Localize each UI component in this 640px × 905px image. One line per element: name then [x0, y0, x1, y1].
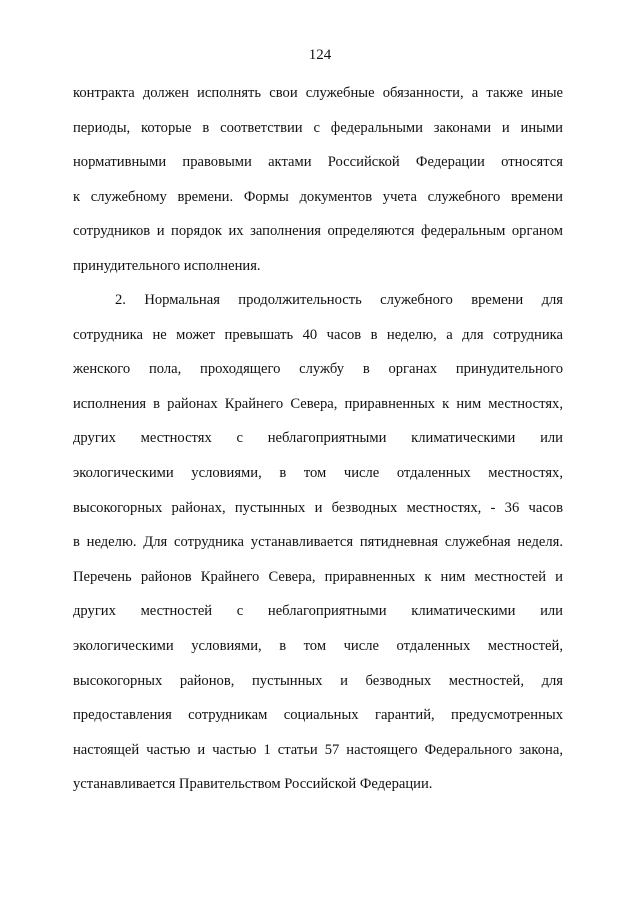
paragraph-line: Перечень районов Крайнего Севера, приравненных к ним местностей и	[73, 568, 563, 585]
paragraph-line: предоставления сотрудникам социальных гарантий, предусмотренных	[73, 707, 563, 724]
paragraph-line: настоящей частью и частью 1 статьи 57 настоящего Федерального закона,	[73, 741, 563, 758]
paragraph-line: сотрудников и порядок их заполнения определяются федеральным органом	[73, 223, 563, 240]
paragraph-line: других местностях с неблагоприятными климатическими или	[73, 430, 563, 447]
paragraph-line: экологическими условиями, в том числе отдаленных местностях,	[73, 464, 563, 481]
paragraph-line: сотрудника не может превышать 40 часов в неделю, а для сотрудника	[73, 326, 563, 343]
paragraph-line: принудительного исполнения.	[73, 257, 261, 274]
paragraph-line: высокогорных районах, пустынных и безводных местностях, - 36 часов	[73, 499, 563, 516]
paragraph-line: устанавливается Правительством Российской Федерации.	[73, 776, 433, 793]
paragraph-line: исполнения в районах Крайнего Севера, приравненных к ним местностях,	[73, 395, 563, 412]
paragraph-line: в неделю. Для сотрудника устанавливается пятидневная служебная неделя.	[73, 534, 563, 551]
paragraph-1	[73, 76, 563, 284]
page-number: 124	[308, 47, 332, 63]
paragraph-line: других местностей с неблагоприятными климатическими или	[73, 603, 563, 620]
paragraph-line: нормативными правовыми актами Российской Федерации относятся	[73, 154, 563, 171]
paragraph-line: периоды, которые в соответствии с федеральными законами и иными	[73, 119, 563, 136]
paragraph-line: женского пола, проходящего службу в органах принудительного	[73, 361, 563, 378]
paragraph-line: высокогорных районов, пустынных и безводных местностей, для	[73, 672, 563, 689]
paragraph-line: 2. Нормальная продолжительность служебного времени для	[115, 292, 563, 308]
paragraph-line: к служебному времени. Формы документов учета служебного времени	[73, 188, 563, 205]
paragraph-line: контракта должен исполнять свои служебные обязанности, а также иные	[73, 85, 563, 101]
paragraph-2	[73, 283, 563, 802]
paragraph-line: экологическими условиями, в том числе отдаленных местностей,	[73, 637, 563, 654]
